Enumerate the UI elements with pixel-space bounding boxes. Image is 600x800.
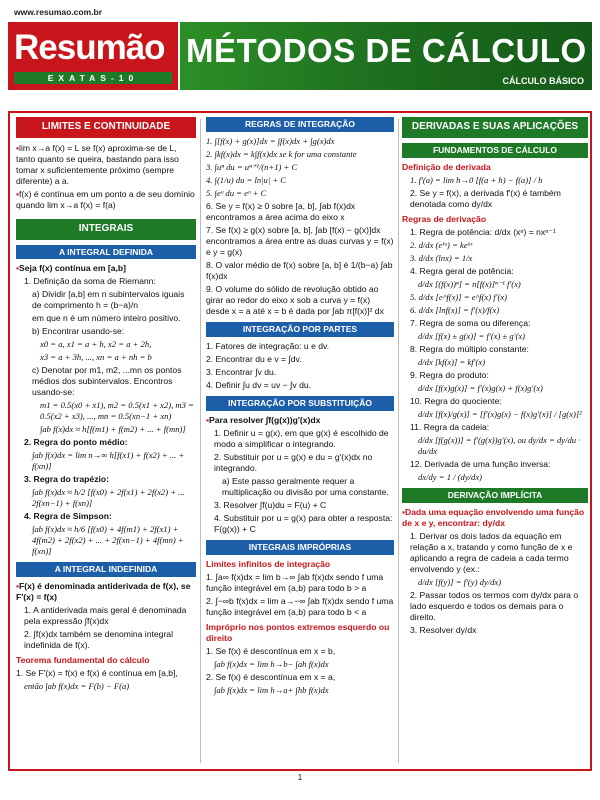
formula-line: ∫ab f(x)dx = lim n→∞ h[f(x1) + f(x2) + ... + f(xn)] bbox=[32, 450, 185, 472]
text-line: c) Denotar por m1, m2, ...mn os pontos médios dos subintervalos. Encontros usando-se: bbox=[32, 365, 182, 398]
formula-line: 2. ∫kf(x)dx = k∫f(x)dx se k for uma constante bbox=[206, 148, 357, 159]
text-line: 4. Regra geral de potência: bbox=[410, 265, 514, 276]
subsection-header-improper: INTEGRAIS IMPRÓPRIAS bbox=[206, 540, 394, 555]
formula-line: d/dx [f(y)] = f′(y) dy/dx) bbox=[418, 576, 502, 587]
text-line: ▪ Para resolver ∫f(g(x))g′(x)dx bbox=[206, 415, 394, 426]
subsection-header-indefinite: A INTEGRAL INDEFINIDA bbox=[16, 562, 196, 577]
logo-series: EXATAS-10 bbox=[14, 72, 172, 84]
text-line: 4. Substituir por u = g(x) para obter a resposta: F(g(x)) + C bbox=[214, 512, 393, 534]
formula-line: ∫ab f(x)dx ≈ h/6 [f(x0) + 4f(m1) + 2f(x1) + 4f(m2) + 2f(x2) + ... + 2f(xn−1) + 4f(mn) + f(xn)] bbox=[32, 524, 184, 557]
text-line: 1. Derivar os dois lados da equação em relação a x, tratando y como função de x e aplicando a regra de cadeia a cada termo envolvendo y (ex.: bbox=[410, 530, 573, 574]
column-divider bbox=[398, 119, 399, 763]
text-line: a) Dividir [a,b] em n subintervalos iguais de comprimento h = (b−a)/n bbox=[32, 289, 185, 311]
text-line: em que n é um número inteiro positivo. bbox=[32, 313, 181, 324]
formula-line: então ∫ab f(x)dx = F(b) − F(a) bbox=[24, 681, 130, 692]
text-line: ▪ Seja f(x) contínua em [a,b] bbox=[16, 263, 196, 274]
text-line: 3. Resolver ∫f(u)du = F(u) + C bbox=[214, 499, 327, 510]
formula-line: d/dx [f(x)g(x)] = f′(x)g(x) + f(x)g′(x) bbox=[418, 382, 543, 393]
section-header-integrals: INTEGRAIS bbox=[16, 219, 196, 240]
text-line: 1. Definição da soma de Riemann: bbox=[24, 276, 156, 287]
text-line: ▪ f(x) é contínua em um ponto a de seu domínio quando lim x→a f(x) = f(a) bbox=[16, 189, 196, 211]
formula-line: 5. d/dx [e^f(x)] = e^f(x) f′(x) bbox=[410, 291, 508, 302]
site-url: www.resumao.com.br bbox=[14, 7, 103, 17]
text-line: 2. Regra do ponto médio: bbox=[24, 437, 128, 448]
text-line: 7. Regra de soma ou diferença: bbox=[410, 317, 531, 328]
text-line: 2. Se y = f(x), a derivada f′(x) é também denotada como dy/dx bbox=[410, 187, 561, 209]
text-line: 10. Regra do quociente: bbox=[410, 395, 502, 406]
impropriety-title: Impróprio nos pontos extremos esquerdo ou direito bbox=[206, 621, 390, 643]
text-line: 3. Encontrar ∫v du. bbox=[206, 366, 277, 377]
text-line: b) Encontrar usando-se: bbox=[32, 326, 125, 337]
formula-line: 1. ∫[f(x) + g(x)]dx = ∫f(x)dx + ∫g(x)dx bbox=[206, 135, 335, 146]
text-line: 12. Derivada de uma função inversa: bbox=[410, 458, 551, 469]
text-line: 4. Definir ∫u dv = uv − ∫v du. bbox=[206, 379, 312, 390]
section-header-derivatives: DERIVADAS E SUAS APLICAÇÕES bbox=[402, 117, 588, 138]
subsection-header-definite: A INTEGRAL DEFINIDA bbox=[16, 245, 196, 260]
text-line: 3. Regra do trapézio: bbox=[24, 474, 109, 485]
text-line: 2. Se f(x) é descontínua em x = a, bbox=[206, 671, 336, 682]
text-line: ▪ F(x) é denominada antiderivada de f(x), se F′(x) = f(x) bbox=[16, 581, 196, 603]
column-middle bbox=[206, 117, 394, 765]
subsection-header-substitution: INTEGRAÇÃO POR SUBSTITUIÇÃO bbox=[206, 396, 394, 411]
formula-line: 3. ∫uⁿ du = uⁿ⁺¹/(n+1) + C bbox=[206, 161, 298, 172]
formula-line: x3 = a + 3h, ..., xn = a + nh = b bbox=[40, 352, 152, 363]
formula-line: 6. d/dx [lnf(x)] = f′(x)/f(x) bbox=[410, 304, 500, 315]
column-divider bbox=[200, 119, 201, 763]
text-line: ▪ lim x→a f(x) = L se f(x) aproxima-se de L, tanto quanto se queira, bastando para isso tomar x suficientemente próximo (sempre diferente) a a. bbox=[16, 143, 196, 187]
text-line: 2. Substituir por u = g(x) e du = g′(x)dx no integrando. bbox=[214, 451, 373, 473]
subsection-header-fundamentals: FUNDAMENTOS DE CÁLCULO bbox=[402, 143, 588, 158]
formula-line: x0 = a, x1 = a + h, x2 = a + 2h, bbox=[40, 339, 152, 350]
text-line: 9. Regra do produto: bbox=[410, 369, 489, 380]
text-line: 2. Encontrar du e v = ∫dv. bbox=[206, 353, 302, 364]
text-line: 6. Se y = f(x) ≥ 0 sobre [a, b], ∫ab f(x)dx encontramos a área acima do eixo x bbox=[206, 200, 356, 222]
formula-line: d/dx [(f(x))ⁿ] = n[f(x)]ⁿ⁻¹ f′(x) bbox=[418, 278, 521, 289]
formula-line: 4. ∫(1/u) du = ln|u| + C bbox=[206, 174, 287, 185]
formula-line: m1 = 0.5(x0 + x1), m2 = 0.5(x1 + x2), m3 = 0.5(x2 + x3), ..., mn = 0.5(xn−1 + xn) bbox=[40, 400, 194, 422]
formula-line: ∫ab f(x)dx = lim h→a+ ∫hb f(x)dx bbox=[214, 684, 329, 695]
text-line: 2. Passar todos os termos com dy/dx para o lado esquerdo e todos os demais para o direito. bbox=[410, 589, 579, 622]
page-subtitle: CÁLCULO BÁSICO bbox=[502, 76, 584, 86]
infinite-limits-title: Limites infinitos de integração bbox=[206, 558, 331, 569]
text-line: 9. O volume do sólido de revolução obtido ao girar ao redor do eixo x sob a curva y = f(x) desde x = a até x = b é dada por ∫ab π[f(x)]² dx bbox=[206, 283, 384, 316]
text-line: 3. Resolver dy/dx bbox=[410, 624, 477, 635]
logo-wordmark: Resumão bbox=[14, 28, 165, 67]
text-line: 1. A antiderivada mais geral é denominada pela expressão ∫f(x)dx bbox=[24, 605, 187, 627]
text-line: 1. Definir u = g(x), em que g(x) é escolhido de modo a simplificar o integrando. bbox=[214, 427, 389, 449]
text-line: 7. Se f(x) ≥ g(x) sobre [a, b], ∫ab [f(x) − g(x)]dx encontramos a área entre as duas curvas y = f(x) e y = g(x) bbox=[206, 224, 394, 257]
title-banner bbox=[180, 22, 592, 90]
formula-line: d/dx [f(x) ± g(x)] = f′(x) ± g′(x) bbox=[418, 330, 526, 341]
text-line: 8. Regra do múltiplo constante: bbox=[410, 343, 529, 354]
text-line: 1. ∫a∞ f(x)dx = lim b→∞ ∫ab f(x)dx sendo f uma função integrável em (a,b) para todo b > a bbox=[206, 571, 384, 593]
formula-line: dx/dy = 1 / (dy/dx) bbox=[418, 471, 483, 482]
page-title: MÉTODOS DE CÁLCULO bbox=[186, 32, 587, 69]
formula-line: d/dx [f(x)/g(x)] = [f′(x)g(x) − f(x)g′(x)] / [g(x)]² bbox=[418, 408, 582, 419]
brand-logo bbox=[8, 22, 178, 90]
text-line: 11. Regra da cadeia: bbox=[410, 421, 490, 432]
formula-line: ∫ab f(x)dx ≈ h/2 [f(x0) + 2f(x1) + 2f(x2) + ... 2f(xn−1) + f(xn)] bbox=[32, 487, 185, 509]
formula-line: ∫ab f(x)dx ≈ h[f(m1) + f(m2) + ... + f(mn)] bbox=[40, 424, 186, 435]
text-line: 2. ∫f(x)dx também se denomina integral indefinida de f(x). bbox=[24, 629, 173, 651]
text-line: 1. Regra de potência: d/dx (xⁿ) = nxⁿ⁻¹ bbox=[410, 226, 556, 237]
formula-line: d/dx [kf(x)] = kf′(x) bbox=[418, 356, 486, 367]
formula-line: 2. d/dx (eᵏˣ) = keᵏˣ bbox=[410, 239, 473, 250]
text-line: 1. Se f(x) é descontínua em x = b, bbox=[206, 645, 336, 656]
subsection-header-parts: INTEGRAÇÃO POR PARTES bbox=[206, 322, 394, 337]
section-header-limits: LIMITES E CONTINUIDADE bbox=[16, 117, 196, 138]
page-number: 1 bbox=[297, 773, 303, 782]
theorem-title: Teorema fundamental do cálculo bbox=[16, 655, 150, 666]
formula-line: 1. f′(a) = lim h→0 [f(a + h) − f(a)] / h bbox=[410, 174, 543, 185]
column-left bbox=[16, 117, 196, 765]
definition-title: Definição de derivada bbox=[402, 161, 491, 172]
column-right bbox=[402, 117, 588, 765]
subsection-header-rules: REGRAS DE INTEGRAÇÃO bbox=[206, 117, 394, 132]
text-line: 2. ∫−∞b f(x)dx = lim a→−∞ ∫ab f(x)dx sendo f uma função integrável em (a,b) para todo b < a bbox=[206, 595, 394, 617]
rules-title: Regras de derivação bbox=[402, 213, 487, 224]
text-line: a) Este passo geralmente requer a multiplicação ou divisão por uma constante. bbox=[222, 475, 389, 497]
formula-line: 5. ∫eᵘ du = eᵘ + C bbox=[206, 187, 267, 198]
formula-line: d/dx [f(g(x))] = f′(g(x))g′(x), ou dy/dx = dy/du · du/dx bbox=[418, 434, 581, 456]
content-frame bbox=[8, 111, 592, 771]
subsection-header-implicit: DERIVAÇÃO IMPLÍCITA bbox=[402, 488, 588, 503]
formula-line: 3. d/dx (lnx) = 1/x bbox=[410, 252, 473, 263]
text-line: 4. Regra de Simpson: bbox=[24, 511, 112, 522]
text-line: 1. Se F′(x) = f(x) e f(x) é contínua em [a,b], bbox=[16, 668, 178, 679]
text-line: 1. Fatores de integração: u e dv. bbox=[206, 340, 330, 351]
text-line: 8. O valor médio de f(x) sobre [a, b] é 1/(b−a) ∫ab f(x)dx bbox=[206, 259, 393, 281]
text-line: ▪ Dada uma equação envolvendo uma função de x e y, encontrar: dy/dx bbox=[402, 507, 588, 529]
formula-line: ∫ab f(x)dx = lim h→b− ∫ah f(x)dx bbox=[214, 658, 329, 669]
